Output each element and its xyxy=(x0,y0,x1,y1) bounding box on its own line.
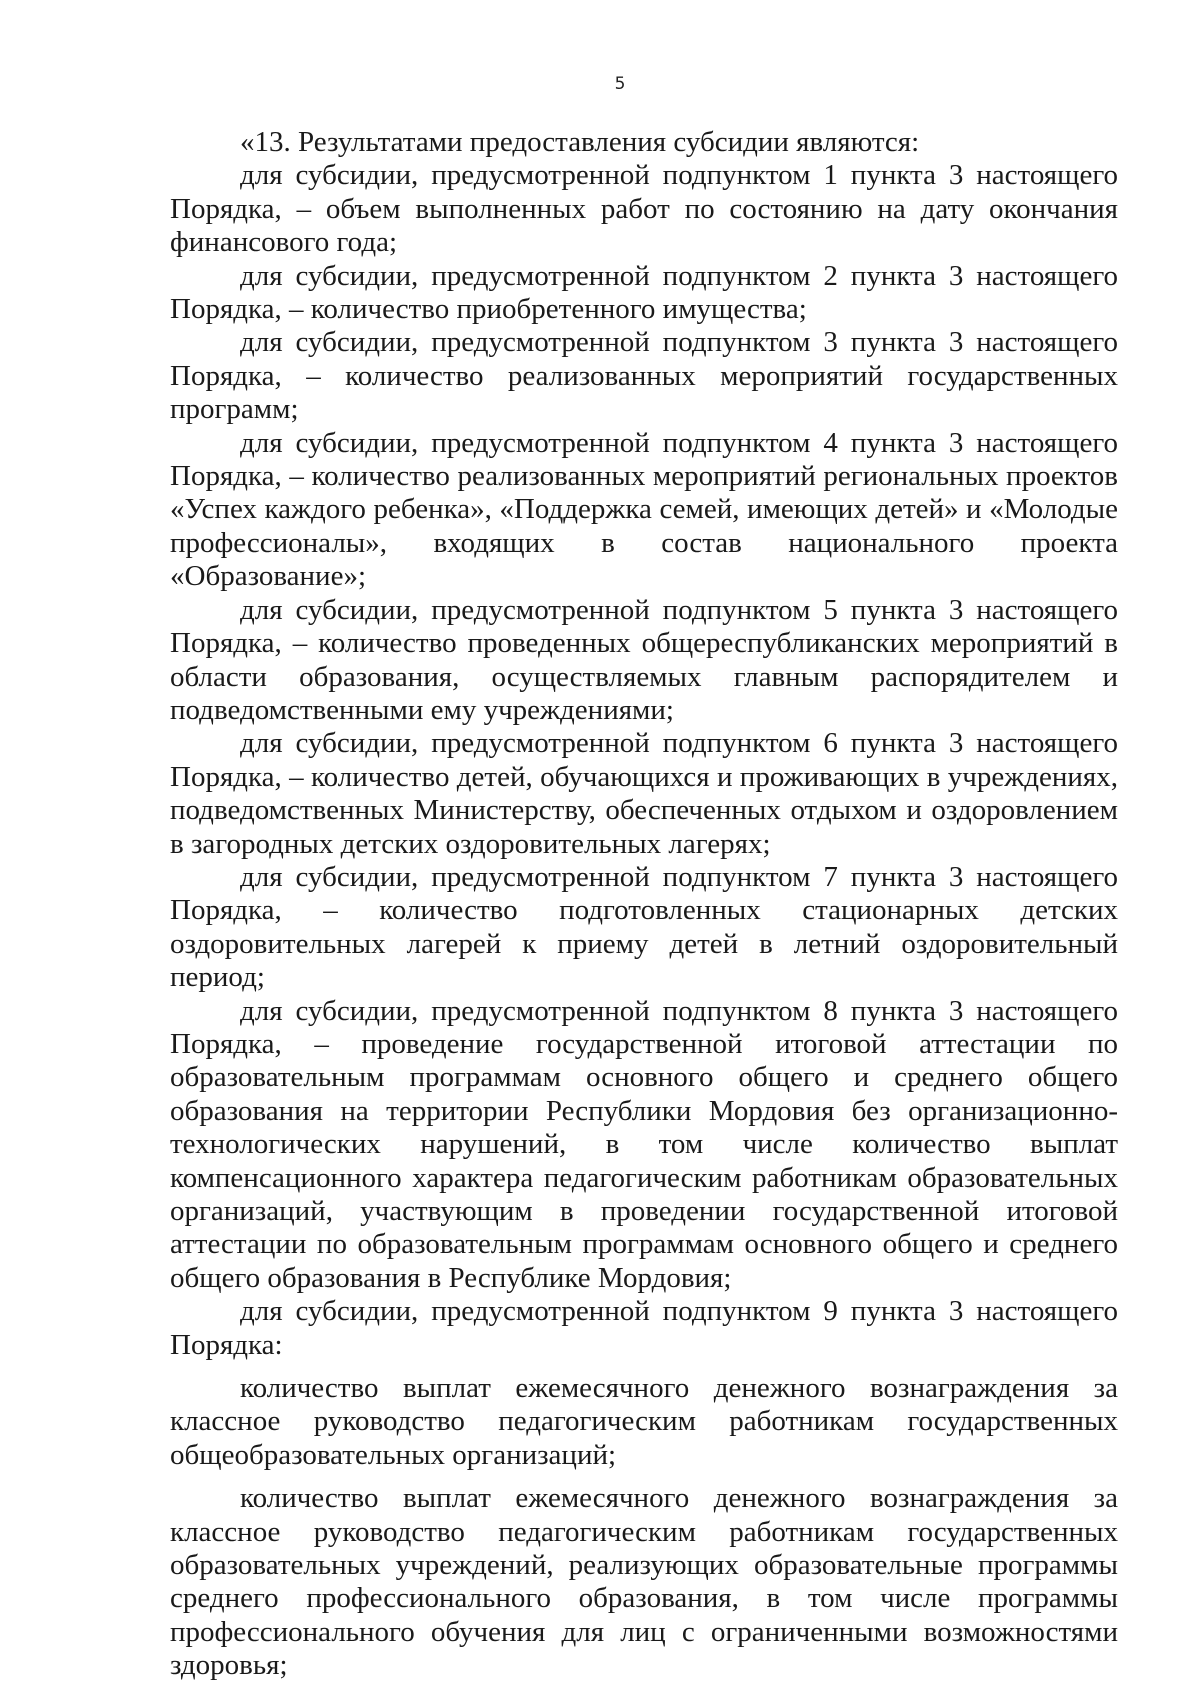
paragraph-subsidy-3: для субсидии, предусмотренной подпунктом 3 пункта 3 настоящего Порядка, – количество реализованных мероприятий государственных программ; xyxy=(170,326,1118,426)
page-number: 5 xyxy=(614,74,626,94)
paragraph-subsidy-9-item-2: количество выплат ежемесячного денежного вознаграждения за классное руководство педагогическим работникам государственных образовательных учреждений, реализующих образовательные программы среднего профессионального образования, в том числе программы профессионального обучения для лиц с ограниченными возможностями здоровья; xyxy=(170,1482,1118,1682)
paragraph-subsidy-2: для субсидии, предусмотренной подпунктом 2 пункта 3 настоящего Порядка, – количество приобретенного имущества; xyxy=(170,259,1118,326)
paragraph-subsidy-4: для субсидии, предусмотренной подпунктом 4 пункта 3 настоящего Порядка, – количество реализованных мероприятий региональных проектов «Успех каждого ребенка», «Поддержка семей, имеющих детей» и «Молодые профессионалы», входящих в состав национального проекта «Образование»; xyxy=(170,426,1118,593)
paragraph-subsidy-5: для субсидии, предусмотренной подпунктом 5 пункта 3 настоящего Порядка, – количество проведенных общереспубликанских мероприятий в области образования, осуществляемых главным распорядителем и подведомственными ему учреждениями; xyxy=(170,593,1118,726)
paragraph-subsidy-1: для субсидии, предусмотренной подпунктом 1 пункта 3 настоящего Порядка, – объем выполненных работ по состоянию на дату окончания финансового года; xyxy=(170,159,1118,259)
document-body xyxy=(170,126,1118,1683)
paragraph-subsidy-8: для субсидии, предусмотренной подпунктом 8 пункта 3 настоящего Порядка, – проведение государственной итоговой аттестации по образовательным программам основного общего и среднего общего образования на территории Республики Мордовия без организационно-технологических нарушений, в том числе количество выплат компенсационного характера педагогическим работникам образовательных организаций, участвующим в проведении государственной итоговой аттестации по образовательным программам основного общего и среднего общего образования в Республике Мордовия; xyxy=(170,994,1118,1294)
paragraph-subsidy-6: для субсидии, предусмотренной подпунктом 6 пункта 3 настоящего Порядка, – количество детей, обучающихся и проживающих в учреждениях, подведомственных Министерству, обеспеченных отдыхом и оздоровлением в загородных детских оздоровительных лагерях; xyxy=(170,727,1118,860)
paragraph-heading: «13. Результатами предоставления субсидии являются: xyxy=(240,126,920,158)
paragraph-subsidy-9: для субсидии, предусмотренной подпунктом 9 пункта 3 настоящего Порядка: xyxy=(170,1295,1118,1361)
paragraph-subsidy-9-item-1: количество выплат ежемесячного денежного вознаграждения за классное руководство педагогическим работникам государственных общеобразовательных организаций; xyxy=(170,1372,1118,1471)
paragraph-subsidy-7: для субсидии, предусмотренной подпунктом 7 пункта 3 настоящего Порядка, – количество подготовленных стационарных детских оздоровительных лагерей к приему детей в летний оздоровительный период; xyxy=(170,860,1118,994)
